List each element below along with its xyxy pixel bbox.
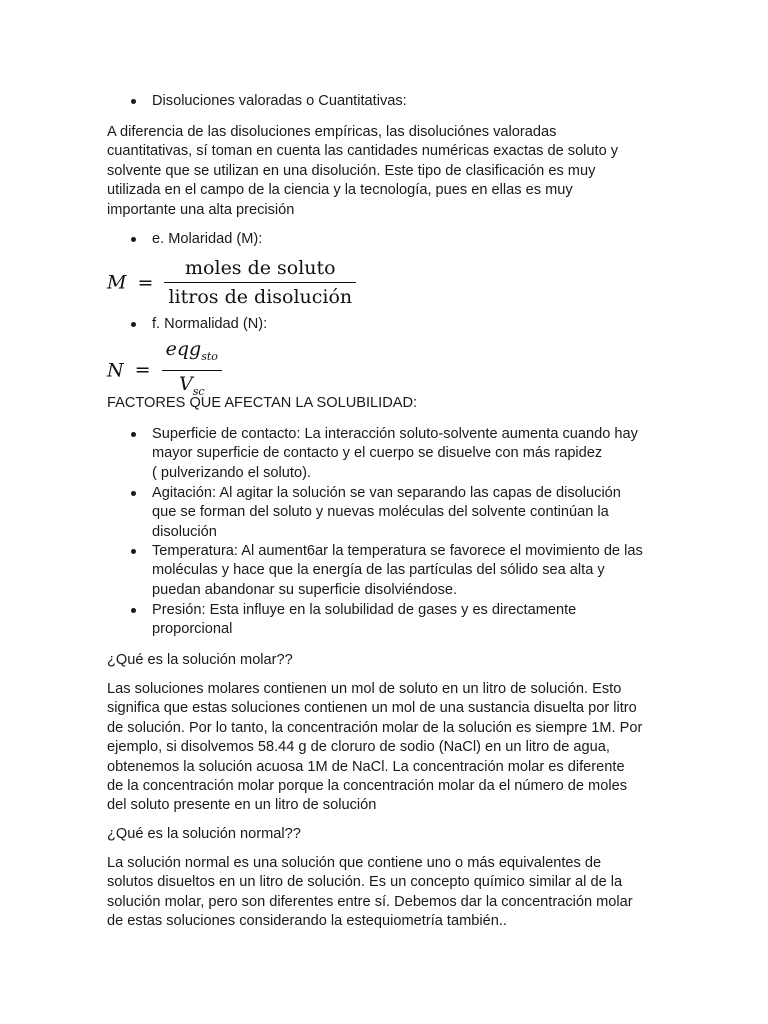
list-item-line: Temperatura: Al aument6ar la temperatura se favorece el movimiento de las [152,543,643,559]
paragraph-line: solutos disueltos en un litro de solución. Es un concepto químico similar al de la [107,874,623,891]
formula-fraction [164,256,356,309]
list-item-line: mayor superficie de contacto y el cuerpo se disuelve con más rapidez [152,445,603,462]
paragraph-line: del soluto presente en un litro de solución [107,797,377,814]
formula-equals: = [134,359,151,382]
paragraph-line: obtenemos la solución acuosa 1M de NaCl. La concentración molar es diferente [107,758,625,775]
paragraph-line: solución molar, pero son diferentes entre sí. Debemos dar la concentración molar [107,893,633,910]
paragraph-line: Las soluciones molares contienen un mol de soluto en un litro de solución. Esto [107,681,622,697]
factores-heading: FACTORES QUE AFECTAN LA SOLUBILIDAD: [107,395,418,411]
list-item [131,484,671,542]
molar-paragraph [107,680,667,816]
paragraph-line: de solución. Por lo tanto, la concentración molar de la solución es siempre 1M. Por [107,719,643,736]
list-item-line: Presión: Esta influye en la solubilidad de gases y es directamente [152,602,577,618]
bullet-dot [131,322,136,327]
paragraph-line: ejemplo, si disolvemos 58.44 g de cloruro de sodio (NaCl) en un litro de agua, [107,739,610,756]
paragraph-line: de estas soluciones considerando la estequiometría también.. [107,913,507,930]
formula-lhs: N [107,359,124,382]
list-item-line: Agitación: Al agitar la solución se van separando las capas de disolución [152,485,621,501]
bullet-dot [131,99,136,104]
formula-denominator-main: V [179,372,193,395]
formula-fraction [162,338,222,403]
formula-denominator-sub: sc [192,384,205,398]
list-item-line: Superficie de contacto: La interacción soluto-solvente aumenta cuando hay [152,426,638,442]
bullet-molaridad-text: e. Molaridad (M): [152,231,263,247]
bullet-valoradas-text: Disoluciones valoradas o Cuantitativas: [152,93,407,109]
bullet-normalidad-text: f. Normalidad (N): [152,316,268,332]
list-item [131,425,671,483]
formula-numerator: moles de soluto [185,257,336,279]
list-item-line: ( pulverizando el soluto). [152,464,311,481]
list-item-line: puedan abandonar su superficie disolviéndose. [152,581,458,598]
formula-equals: = [137,271,154,294]
question-molar: ¿Qué es la solución molar?? [107,652,293,668]
question-normal: ¿Qué es la solución normal?? [107,826,301,842]
list-item [131,542,671,600]
formula-normalidad [107,338,222,403]
list-item-line: disolución [152,523,217,540]
bullet-dot [131,237,136,242]
list-item [131,601,671,640]
list-item-line: que se forman del soluto y nuevas moléculas del solvente continúan la [152,504,609,521]
paragraph-line: La solución normal es una solución que contiene uno o más equivalentes de [107,855,602,871]
list-item-line: moléculas y hace que la energía de las partículas del sólido sea alta y [152,562,605,579]
formula-denominator: litros de disolución [164,282,356,309]
formula-numerator-main: eqg [165,338,202,360]
formula-numerator [162,338,222,370]
bullet-dot [131,432,136,437]
paragraph-line: utilizada en el campo de la ciencia y la tecnología, pues en ellas es muy [107,182,573,199]
normal-paragraph [107,854,667,932]
intro-paragraph [107,123,667,220]
bullet-dot [131,491,136,496]
bullet-dot [131,549,136,554]
list-item-line: proporcional [152,621,233,638]
paragraph-line: solvente que se utilizan en una disolución. Este tipo de clasificación es muy [107,162,596,179]
paragraph-line: cuantitativas, sí toman en cuenta las cantidades numéricas exactas de soluto y [107,143,619,160]
formula-numerator-sub: sto [201,349,218,363]
formula-lhs: M [107,271,127,294]
paragraph-line: de la concentración molar porque la concentración molar da el número de moles [107,778,627,795]
paragraph-line: A diferencia de las disoluciones empíricas, las disoluciónes valoradas [107,124,557,140]
formula-molaridad [107,256,356,309]
paragraph-line: importante una alta precisión [107,201,295,218]
paragraph-line: significa que estas soluciones contienen un mol de una sustancia disuelta por litro [107,700,637,717]
bullet-dot [131,608,136,613]
